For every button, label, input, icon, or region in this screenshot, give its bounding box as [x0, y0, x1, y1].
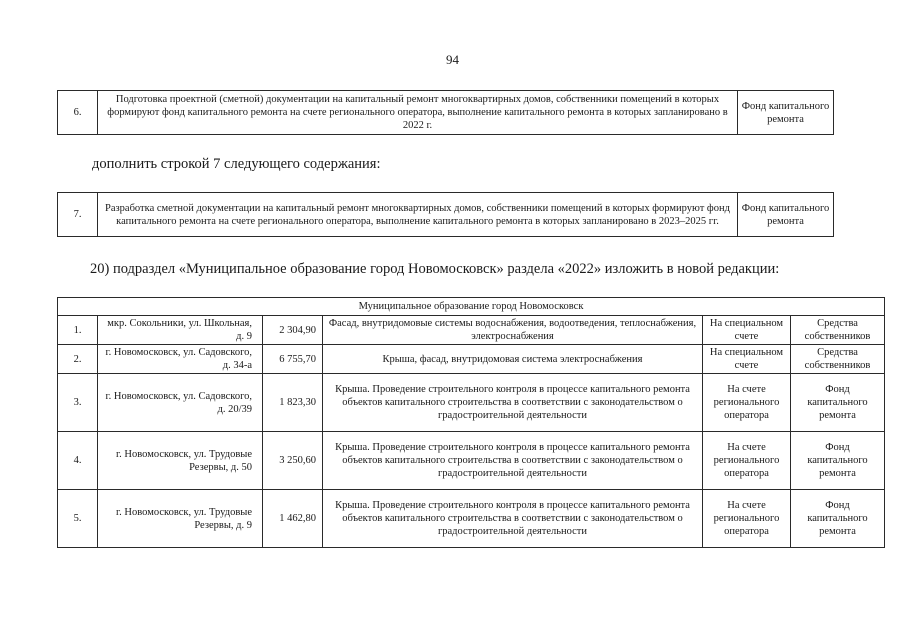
- row-account: На специальном счете: [703, 316, 791, 345]
- amendment-text: дополнить строкой 7 следующего содержания:: [92, 156, 381, 172]
- row-funding: Средства собственников: [791, 316, 885, 345]
- row-works: Крыша. Проведение строительного контроля в процессе капитального ремонта объектов капитального строительства в соответствии с законодательством о градостроительной деятельности: [323, 374, 703, 432]
- row-funding: Фонд капитального ремонта: [791, 374, 885, 432]
- row-account: На специальном счете: [703, 345, 791, 374]
- row6-description: Подготовка проектной (сметной) документации на капитальный ремонт многоквартирных домов, собственники помещений в которых формируют фонд капитального ремонта на счете регионального оператора, выполнение капитального ремонта в которых запланировано в 2022 г.: [98, 91, 738, 135]
- row-account: На счете регионального оператора: [703, 432, 791, 490]
- row-number: 5.: [58, 490, 98, 548]
- page-number: 94: [446, 52, 459, 67]
- row-address: г. Новомосковск, ул. Трудовые Резервы, д. 50: [98, 432, 263, 490]
- row-number: 2.: [58, 345, 98, 374]
- row6-source: Фонд капитального ремонта: [738, 91, 834, 135]
- row-number: 3.: [58, 374, 98, 432]
- row-area: 1 462,80: [263, 490, 323, 548]
- row-area: 1 823,30: [263, 374, 323, 432]
- table-row: [58, 490, 885, 548]
- table-row-6: [57, 90, 834, 135]
- municipal-table: [57, 297, 885, 548]
- row-account: На счете регионального оператора: [703, 374, 791, 432]
- row-address: г. Новомосковск, ул. Садовского, д. 20/39: [98, 374, 263, 432]
- row-works: Фасад, внутридомовые системы водоснабжения, водоотведения, теплоснабжения, электроснабжения: [323, 316, 703, 345]
- row-number: 4.: [58, 432, 98, 490]
- table-header: Муниципальное образование город Новомосковск: [58, 298, 885, 316]
- row-account: На счете регионального оператора: [703, 490, 791, 548]
- row-works: Крыша. Проведение строительного контроля в процессе капитального ремонта объектов капитального строительства в соответствии с законодательством о градостроительной деятельности: [323, 490, 703, 548]
- row-works: Крыша, фасад, внутридомовая система электроснабжения: [323, 345, 703, 374]
- row-address: г. Новомосковск, ул. Трудовые Резервы, д. 9: [98, 490, 263, 548]
- table-row: [58, 432, 885, 490]
- row6-number: 6.: [58, 91, 98, 135]
- row-area: 6 755,70: [263, 345, 323, 374]
- row-area: 3 250,60: [263, 432, 323, 490]
- row-funding: Фонд капитального ремонта: [791, 432, 885, 490]
- subsection-text: 20) подраздел «Муниципальное образование город Новомосковск» раздела «2022» изложить в новой редакции:: [90, 261, 780, 277]
- table-row: [58, 345, 885, 374]
- row7-number: 7.: [58, 193, 98, 237]
- row-funding: Фонд капитального ремонта: [791, 490, 885, 548]
- row-address: мкр. Сокольники, ул. Школьная, д. 9: [98, 316, 263, 345]
- table-row: [58, 374, 885, 432]
- row-number: 1.: [58, 316, 98, 345]
- row-area: 2 304,90: [263, 316, 323, 345]
- row7-description: Разработка сметной документации на капитальный ремонт многоквартирных домов, собственники помещений в которых формируют фонд капитального ремонта на счете регионального оператора, выполнение капитального ремонта в которых запланировано в 2023–2025 гг.: [98, 193, 738, 237]
- row7-source: Фонд капитального ремонта: [738, 193, 834, 237]
- table-row: [58, 316, 885, 345]
- table-row-7: [57, 192, 834, 237]
- row-address: г. Новомосковск, ул. Садовского, д. 34-а: [98, 345, 263, 374]
- row-funding: Средства собственников: [791, 345, 885, 374]
- row-works: Крыша. Проведение строительного контроля в процессе капитального ремонта объектов капитального строительства в соответствии с законодательством о градостроительной деятельности: [323, 432, 703, 490]
